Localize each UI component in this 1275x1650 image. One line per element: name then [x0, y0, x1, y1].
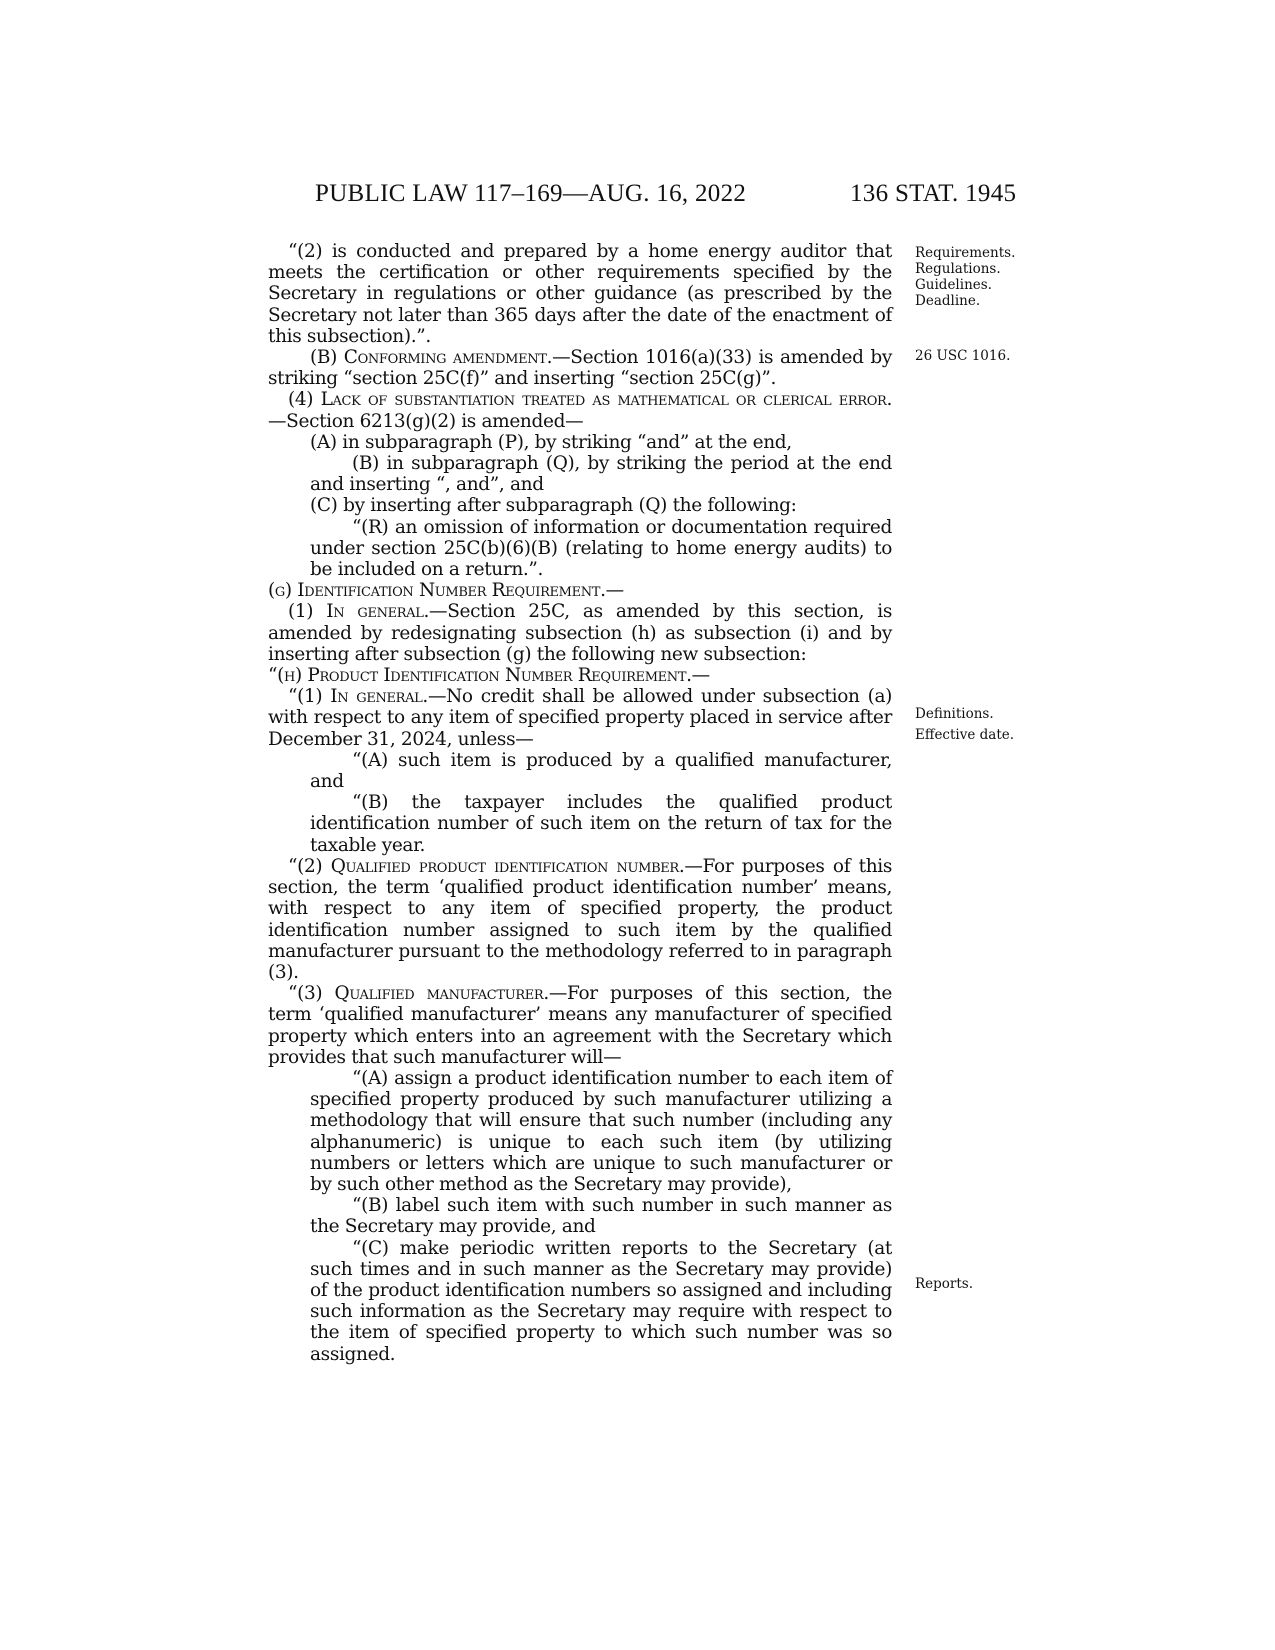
paragraph-heading: (1) In general.: [288, 601, 430, 623]
margin-note-line: Definitions.: [915, 706, 994, 722]
subparagraph-r-omission: “(R) an omission of information or documentation required under section 25C(b)(6)(B) (relating to home energy audits) to be included on a return.”.: [310, 516, 892, 581]
paragraph-heading: “(3) Qualified manufacturer.: [288, 983, 549, 1005]
paragraph-b-conforming-amendment: [268, 347, 892, 389]
margin-note-line: Guidelines.: [915, 277, 992, 293]
stat-page-number: 136 STAT. 1945: [850, 180, 1017, 207]
paragraph-text: “(C) make periodic written reports to the Secretary (at such times and in such manner as the Secretary may provide) of the product identification numbers so assigned and including such information as the Secretary may require with respect to the item of specified property to which such number was so assigned.: [310, 1237, 892, 1365]
paragraph-text: “(B) label such item with such number in such manner as the Secretary may provide, and: [310, 1195, 892, 1238]
paragraph-h3-qualified-manufacturer: [268, 983, 892, 1068]
margin-note-reports: Reports.: [915, 1276, 974, 1292]
margin-note-line: Requirements.: [915, 245, 1016, 261]
law-title: PUBLIC LAW 117–169—AUG. 16, 2022: [315, 180, 747, 207]
margin-note-usc-citation: 26 USC 1016.: [915, 348, 1011, 364]
subparagraph-b-taxpayer-includes: [268, 792, 892, 856]
paragraph-heading: (g) Identification Number Requirement.: [268, 580, 606, 602]
paragraph-text: “(A) assign a product identification number to each item of specified property produced by such manufacturer utilizing a methodology that will ensure that such number (including any alphanumeric) is unique to each such item (by utilizing numbers or letters which are unique to such manufacturer or by such other method as the Secretary may provide),: [310, 1067, 892, 1195]
subparagraph-c-periodic-reports: [268, 1238, 892, 1365]
paragraph-text: (B) in subparagraph (Q), by striking the period at the end and inserting “, and”, and: [310, 453, 892, 496]
subparagraph-a-assign-number: [268, 1068, 892, 1195]
paragraph-text: —For purposes of this section, the term ‘qualified manufacturer’ means any manufacturer of specified property which enters into an agreement with the Secretary which provides that such manufacturer will—: [268, 983, 892, 1068]
subparagraph-b-striking-period: [268, 453, 892, 495]
paragraph-1-in-general: [268, 601, 892, 665]
statute-body: [268, 241, 892, 1365]
paragraph-heading: (4) Lack of substantiation treated as mathematical or clerical error.: [288, 389, 892, 411]
paragraph-2-auditor: “(2) is conducted and prepared by a home energy auditor that meets the certification or other requirements specified by the Secretary in regulations or other guidance (as prescribed by the Secretary not later than 365 days after the date of the enactment of this subsection).”.: [268, 241, 892, 347]
paragraph-text: “(A) such item is produced by a qualified manufacturer, and: [310, 749, 892, 793]
subparagraph-c-inserting: (C) by inserting after subparagraph (Q) the following:: [310, 495, 797, 517]
paragraph-text: —: [605, 580, 624, 602]
paragraph-text: —No credit shall be allowed under subsection (a) with respect to any item of specified property placed in service after December 31, 2024, unless—: [268, 686, 893, 750]
paragraph-heading: (B) Conforming amendment.: [310, 347, 553, 369]
paragraph-h2-qualified-pin: [268, 856, 892, 983]
margin-note-line: Deadline.: [915, 293, 981, 309]
subparagraph-a-qualified-manufacturer: [268, 750, 892, 792]
paragraph-text: —: [691, 665, 710, 687]
paragraph-text: —Section 1016(a)(33) is amended by striking “section 25C(f)” and inserting “section 25C(g)”.: [268, 347, 892, 390]
paragraph-heading: “(1) In general.: [288, 686, 428, 708]
paragraph-h1-in-general: [268, 686, 892, 750]
subsection-h-heading: [268, 665, 892, 686]
paragraph-text: —For purposes of this section, the term ‘qualified product identification number’ means, with respect to any item of specified property, the product identification number assigned to such item by the qualified manufacturer pursuant to the methodology referred to in paragraph (3).: [268, 855, 892, 983]
margin-note-definitions: [915, 706, 1014, 743]
margin-note-line: Effective date.: [915, 727, 1015, 743]
subsection-g-heading: [268, 580, 892, 601]
subparagraph-b-label-item: [268, 1195, 892, 1237]
paragraph-4-lack-of-substantiation: [268, 389, 892, 431]
paragraph-text: —Section 25C, as amended by this section, is amended by redesignating subsection (h) as subsection (i) and by inserting after subsection (g) the following new subsection:: [268, 601, 892, 665]
paragraph-text: —Section 6213(g)(2) is amended—: [268, 410, 584, 432]
margin-note-requirements: [915, 245, 1015, 309]
paragraph-text: “(B) the taxpayer includes the qualified product identification number of such item on the return of tax for the taxable year.: [310, 792, 892, 856]
margin-note-line: Regulations.: [915, 261, 1001, 277]
paragraph-heading: “(2) Qualified product identification number.: [288, 855, 685, 877]
paragraph-heading: “(h) Product Identification Number Requirement.: [268, 665, 692, 687]
page-header: [0, 180, 1275, 220]
subparagraph-a-striking-and: (A) in subparagraph (P), by striking “and” at the end,: [310, 431, 792, 453]
